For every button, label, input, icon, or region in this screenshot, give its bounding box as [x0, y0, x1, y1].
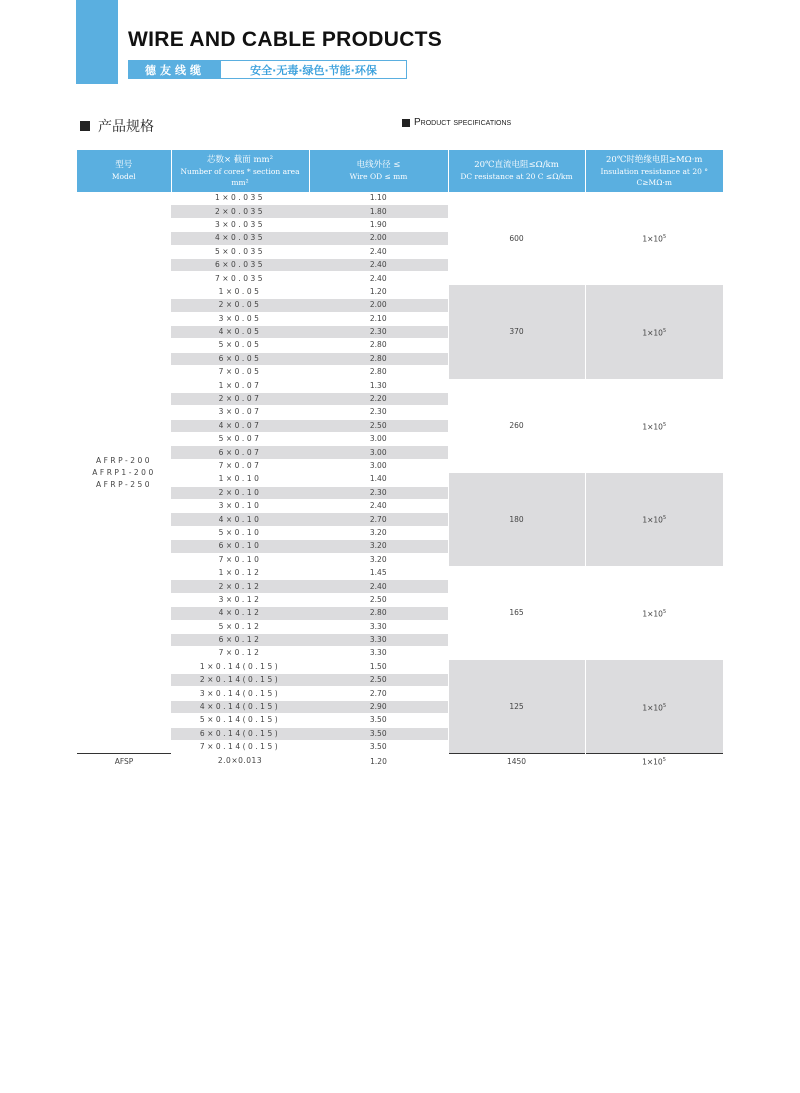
wire-od-cell: 1.20 [309, 754, 448, 769]
wire-od-cell: 2.30 [309, 406, 448, 419]
wire-od-cell: 1.50 [309, 660, 448, 673]
cores-cell: 1×0.10 [171, 473, 309, 486]
header-dc-resistance: 20℃直流电阻≤Ω/km DC resistance at 20 C ≤Ω/km [448, 150, 585, 192]
insulation-resistance-cell: $1\times 10^5$ [585, 754, 723, 769]
cores-cell: 6×0.05 [171, 352, 309, 365]
cores-cell: 2×0.05 [171, 299, 309, 312]
wire-od-cell: 1.40 [309, 473, 448, 486]
wire-od-cell: 2.40 [309, 245, 448, 258]
table-row [77, 379, 723, 392]
wire-od-cell: 1.90 [309, 218, 448, 231]
wire-od-cell: 1.80 [309, 205, 448, 218]
cores-cell: 2×0.07 [171, 392, 309, 405]
cores-cell: 7×0.12 [171, 647, 309, 660]
wire-od-cell: 2.00 [309, 232, 448, 245]
model-name: AFRP-200 [95, 455, 153, 465]
insulation-resistance-cell: $1\times 10^5$ [585, 660, 723, 754]
wire-od-cell: 2.40 [309, 499, 448, 512]
header-insulation-resistance: 20℃时绝缘电阻≥MΩ·m Insulation resistance at 20 ° C≥MΩ·m [585, 150, 723, 192]
wire-od-cell: 3.30 [309, 620, 448, 633]
insulation-resistance-cell: $1\times 10^5$ [585, 473, 723, 567]
wire-od-cell: 2.70 [309, 687, 448, 700]
wire-od-cell: 3.00 [309, 446, 448, 459]
cores-cell: 5×0.14(0.15) [171, 714, 309, 727]
brand-name: 德友线缆 [129, 61, 221, 78]
cores-cell: 2.0×0.013 [171, 754, 309, 769]
wire-od-cell: 2.80 [309, 607, 448, 620]
section-title-cn-text: 产品规格 [98, 119, 154, 135]
cores-cell: 7×0.05 [171, 366, 309, 379]
insulation-resistance-cell: $1\times 10^5$ [585, 192, 723, 285]
dc-resistance-cell: 370 [448, 285, 585, 379]
cores-cell: 2×0.14(0.15) [171, 674, 309, 687]
wire-od-cell: 2.30 [309, 325, 448, 338]
wire-od-cell: 2.00 [309, 299, 448, 312]
cores-cell: 3×0.14(0.15) [171, 687, 309, 700]
cores-cell: 7×0.07 [171, 459, 309, 472]
cores-cell: 6×0.035 [171, 258, 309, 271]
wire-od-cell: 2.80 [309, 339, 448, 352]
cores-cell: 4×0.05 [171, 325, 309, 338]
cores-cell: 4×0.14(0.15) [171, 700, 309, 713]
wire-od-cell: 2.70 [309, 513, 448, 526]
cores-cell: 1×0.05 [171, 285, 309, 298]
cores-cell: 3×0.035 [171, 218, 309, 231]
table-header-row [77, 150, 723, 192]
dc-resistance-cell: 180 [448, 473, 585, 567]
wire-od-cell: 2.50 [309, 419, 448, 432]
section-title-cn [80, 116, 154, 136]
brand-slogan: 安全·无毒·绿色·节能·环保 [250, 63, 377, 77]
table-row [77, 473, 723, 486]
insulation-resistance-cell: $1\times 10^5$ [585, 379, 723, 473]
wire-od-cell: 2.40 [309, 580, 448, 593]
cores-cell: 6×0.07 [171, 446, 309, 459]
wire-od-cell: 3.50 [309, 714, 448, 727]
cores-cell: 6×0.12 [171, 633, 309, 646]
model-name: AFRP-250 [95, 479, 153, 489]
wire-od-cell: 2.40 [309, 258, 448, 271]
square-bullet-icon [80, 121, 90, 131]
cores-cell: 1×0.07 [171, 379, 309, 392]
header-cores: 芯数× 截面 mm² Number of cores * section area mm² [171, 150, 309, 192]
wire-od-cell: 3.20 [309, 540, 448, 553]
brand-bar [128, 60, 407, 79]
wire-od-cell: 1.30 [309, 379, 448, 392]
cores-cell: 1×0.035 [171, 192, 309, 205]
header-model: 型号 Model [77, 150, 171, 192]
cores-cell: 5×0.07 [171, 433, 309, 446]
page-title: WIRE AND CABLE PRODUCTS [128, 28, 443, 51]
wire-od-cell: 3.20 [309, 553, 448, 566]
cores-cell: 2×0.10 [171, 486, 309, 499]
wire-od-cell: 2.50 [309, 674, 448, 687]
section-title-en [402, 117, 511, 128]
wire-od-cell: 3.30 [309, 633, 448, 646]
cores-cell: 6×0.14(0.15) [171, 727, 309, 740]
wire-od-cell: 2.40 [309, 272, 448, 285]
dc-resistance-cell: 600 [448, 192, 585, 285]
model-cell: AFSP [77, 754, 171, 769]
insulation-resistance-cell: $1\times 10^5$ [585, 566, 723, 660]
cores-cell: 5×0.035 [171, 245, 309, 258]
cores-cell: 5×0.05 [171, 339, 309, 352]
cores-cell: 2×0.035 [171, 205, 309, 218]
cores-cell: 5×0.12 [171, 620, 309, 633]
table-row [77, 566, 723, 579]
cores-cell: 4×0.07 [171, 419, 309, 432]
model-name: AFRP1-200 [92, 467, 156, 477]
spec-table [77, 150, 723, 769]
wire-od-cell: 3.20 [309, 526, 448, 539]
cores-cell: 3×0.05 [171, 312, 309, 325]
wire-od-cell: 1.10 [309, 192, 448, 205]
dc-resistance-cell: 125 [448, 660, 585, 754]
wire-od-cell: 1.20 [309, 285, 448, 298]
wire-od-cell: 2.80 [309, 366, 448, 379]
wire-od-cell: 2.20 [309, 392, 448, 405]
cores-cell: 4×0.12 [171, 607, 309, 620]
cores-cell: 5×0.10 [171, 526, 309, 539]
cores-cell: 7×0.14(0.15) [171, 741, 309, 754]
wire-od-cell: 3.50 [309, 727, 448, 740]
section-title-en-text: Product specifications [414, 117, 512, 128]
cores-cell: 2×0.12 [171, 580, 309, 593]
cores-cell: 7×0.10 [171, 553, 309, 566]
square-bullet-icon [402, 119, 410, 127]
dc-resistance-cell: 260 [448, 379, 585, 473]
cores-cell: 3×0.07 [171, 406, 309, 419]
wire-od-cell: 2.30 [309, 486, 448, 499]
table-row [77, 192, 723, 205]
wire-od-cell: 3.00 [309, 433, 448, 446]
wire-od-cell: 2.10 [309, 312, 448, 325]
cores-cell: 3×0.12 [171, 593, 309, 606]
cores-cell: 4×0.035 [171, 232, 309, 245]
table-row [77, 285, 723, 298]
cores-cell: 4×0.10 [171, 513, 309, 526]
wire-od-cell: 2.50 [309, 593, 448, 606]
wire-od-cell: 3.00 [309, 459, 448, 472]
wire-od-cell: 2.80 [309, 352, 448, 365]
dc-resistance-cell: 165 [448, 566, 585, 660]
header-wire-od: 电线外径 ≤ Wire OD ≤ mm [309, 150, 448, 192]
header-accent-block [76, 0, 118, 84]
wire-od-cell: 3.30 [309, 647, 448, 660]
cores-cell: 6×0.10 [171, 540, 309, 553]
table-row-afsp [77, 754, 723, 769]
wire-od-cell: 2.90 [309, 700, 448, 713]
wire-od-cell: 1.45 [309, 566, 448, 579]
dc-resistance-cell: 1450 [448, 754, 585, 769]
cores-cell: 3×0.10 [171, 499, 309, 512]
wire-od-cell: 3.50 [309, 741, 448, 754]
insulation-resistance-cell: $1\times 10^5$ [585, 285, 723, 379]
table-row [77, 660, 723, 673]
model-group-cell [77, 192, 171, 754]
cores-cell: 1×0.12 [171, 566, 309, 579]
cores-cell: 1×0.14(0.15) [171, 660, 309, 673]
cores-cell: 7×0.035 [171, 272, 309, 285]
spec-table-body [77, 192, 723, 769]
